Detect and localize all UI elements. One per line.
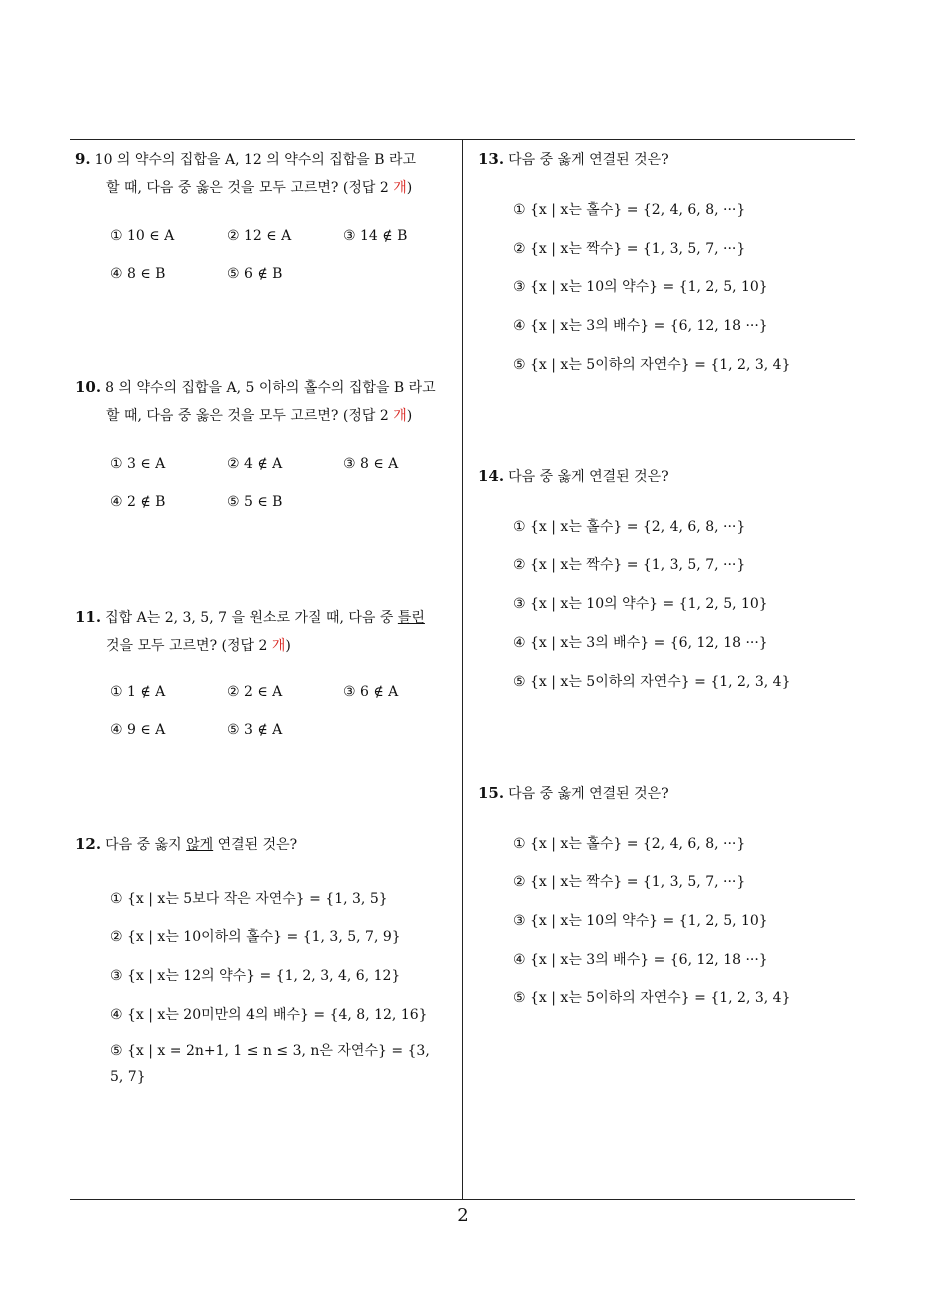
question-number: 9. xyxy=(75,150,91,168)
q9-option-1[interactable]: ① 10 ∈ A xyxy=(110,228,175,244)
answer-count-highlight: 개 xyxy=(393,180,407,196)
question-10-line2 xyxy=(75,402,460,430)
q10-option-3[interactable]: ③ 8 ∈ A xyxy=(343,456,399,472)
question-10-line1 xyxy=(75,373,460,402)
q13-option-3[interactable]: ③ {x | x는 10의 약수} = {1, 2, 5, 10} xyxy=(513,279,768,295)
question-9-line1 xyxy=(75,145,460,174)
q15-option-1[interactable]: ① {x | x는 홀수} = {2, 4, 6, 8, ···} xyxy=(513,836,746,852)
question-text: 다음 중 옳지 xyxy=(105,837,187,853)
q14-option-4[interactable]: ④ {x | x는 3의 배수} = {6, 12, 18 ···} xyxy=(513,635,768,651)
underlined-keyword: 틀린 xyxy=(397,610,425,626)
column-divider xyxy=(462,139,463,1200)
question-15-line xyxy=(478,779,863,808)
question-text: 10 의 약수의 집합을 A, 12 의 약수의 집합을 B 라고 xyxy=(94,152,417,168)
question-text: 할 때, 다음 중 옳은 것을 모두 고르면? (정답 2 xyxy=(106,408,394,424)
question-text: 다음 중 옳게 연결된 것은? xyxy=(508,152,669,168)
question-text: 할 때, 다음 중 옳은 것을 모두 고르면? (정답 2 xyxy=(106,180,394,196)
q10-option-1[interactable]: ① 3 ∈ A xyxy=(110,456,166,472)
question-text: ) xyxy=(285,638,291,654)
question-9-line2 xyxy=(75,174,460,202)
q12-option-4[interactable]: ④ {x | x는 20미만의 4의 배수} = {4, 8, 12, 16} xyxy=(110,1007,428,1023)
q14-option-5[interactable]: ⑤ {x | x는 5이하의 자연수} = {1, 2, 3, 4} xyxy=(513,674,791,690)
question-number: 15. xyxy=(478,784,505,802)
q9-option-3[interactable]: ③ 14 ∉ B xyxy=(343,228,408,244)
question-text: 연결된 것은? xyxy=(213,837,298,853)
q13-option-4[interactable]: ④ {x | x는 3의 배수} = {6, 12, 18 ···} xyxy=(513,318,768,334)
question-11 xyxy=(75,603,460,660)
question-10 xyxy=(75,373,460,430)
question-number: 12. xyxy=(75,835,102,853)
q14-option-2[interactable]: ② {x | x는 짝수} = {1, 3, 5, 7, ···} xyxy=(513,557,746,573)
q11-option-5[interactable]: ⑤ 3 ∉ A xyxy=(227,722,283,738)
question-text: 8 의 약수의 집합을 A, 5 이하의 홀수의 집합을 B 라고 xyxy=(105,380,436,396)
question-15 xyxy=(478,779,863,808)
q12-option-3[interactable]: ③ {x | x는 12의 약수} = {1, 2, 3, 4, 6, 12} xyxy=(110,968,401,984)
question-12 xyxy=(75,830,460,859)
q11-option-1[interactable]: ① 1 ∉ A xyxy=(110,684,166,700)
q9-option-2[interactable]: ② 12 ∈ A xyxy=(227,228,292,244)
q12-option-2[interactable]: ② {x | x는 10이하의 홀수} = {1, 3, 5, 7, 9} xyxy=(110,929,401,945)
answer-count-highlight: 개 xyxy=(393,408,407,424)
bottom-rule xyxy=(70,1199,855,1200)
q13-option-5[interactable]: ⑤ {x | x는 5이하의 자연수} = {1, 2, 3, 4} xyxy=(513,357,791,373)
q15-option-5[interactable]: ⑤ {x | x는 5이하의 자연수} = {1, 2, 3, 4} xyxy=(513,990,791,1006)
question-13-line xyxy=(478,145,863,174)
question-13 xyxy=(478,145,863,174)
question-14 xyxy=(478,462,863,491)
q12-option-5[interactable]: ⑤ {x | x = 2n+1, 1 ≤ n ≤ 3, n은 자연수} = {3, 5, 7} xyxy=(110,1043,430,1085)
answer-count-highlight: 개 xyxy=(271,638,286,654)
question-text: ) xyxy=(406,180,413,196)
q10-option-2[interactable]: ② 4 ∉ A xyxy=(227,456,283,472)
q11-option-2[interactable]: ② 2 ∈ A xyxy=(227,684,283,700)
q10-option-5[interactable]: ⑤ 5 ∈ B xyxy=(227,494,283,510)
question-9 xyxy=(75,145,460,202)
q9-option-4[interactable]: ④ 8 ∈ B xyxy=(110,266,166,282)
q13-option-1[interactable]: ① {x | x는 홀수} = {2, 4, 6, 8, ···} xyxy=(513,202,746,218)
question-number: 14. xyxy=(478,467,505,485)
q9-option-5[interactable]: ⑤ 6 ∉ B xyxy=(227,266,283,282)
q10-option-4[interactable]: ④ 2 ∉ B xyxy=(110,494,166,510)
question-text: 것을 모두 고르면? (정답 2 xyxy=(106,638,272,654)
question-number: 10. xyxy=(75,378,102,396)
question-number: 13. xyxy=(478,150,505,168)
q11-option-4[interactable]: ④ 9 ∈ A xyxy=(110,722,166,738)
page-number: 2 xyxy=(457,1205,469,1226)
q11-option-3[interactable]: ③ 6 ∉ A xyxy=(343,684,399,700)
q12-option-1[interactable]: ① {x | x는 5보다 작은 자연수} = {1, 3, 5} xyxy=(110,891,388,907)
question-text: 다음 중 옳게 연결된 것은? xyxy=(508,469,669,485)
q15-option-4[interactable]: ④ {x | x는 3의 배수} = {6, 12, 18 ···} xyxy=(513,952,768,968)
question-11-line1 xyxy=(75,603,460,632)
q14-option-3[interactable]: ③ {x | x는 10의 약수} = {1, 2, 5, 10} xyxy=(513,596,768,612)
q14-option-1[interactable]: ① {x | x는 홀수} = {2, 4, 6, 8, ···} xyxy=(513,519,746,535)
question-12-line xyxy=(75,830,460,859)
question-text: ) xyxy=(406,408,413,424)
question-text: 집합 A는 2, 3, 5, 7 을 원소로 가질 때, 다음 중 xyxy=(105,610,398,626)
q13-option-2[interactable]: ② {x | x는 짝수} = {1, 3, 5, 7, ···} xyxy=(513,241,746,257)
question-text: 다음 중 옳게 연결된 것은? xyxy=(508,786,669,802)
q15-option-2[interactable]: ② {x | x는 짝수} = {1, 3, 5, 7, ···} xyxy=(513,874,746,890)
q15-option-3[interactable]: ③ {x | x는 10의 약수} = {1, 2, 5, 10} xyxy=(513,913,768,929)
underlined-keyword: 않게 xyxy=(186,837,214,853)
question-11-line2 xyxy=(75,632,460,660)
question-number: 11. xyxy=(75,608,102,626)
question-14-line xyxy=(478,462,863,491)
